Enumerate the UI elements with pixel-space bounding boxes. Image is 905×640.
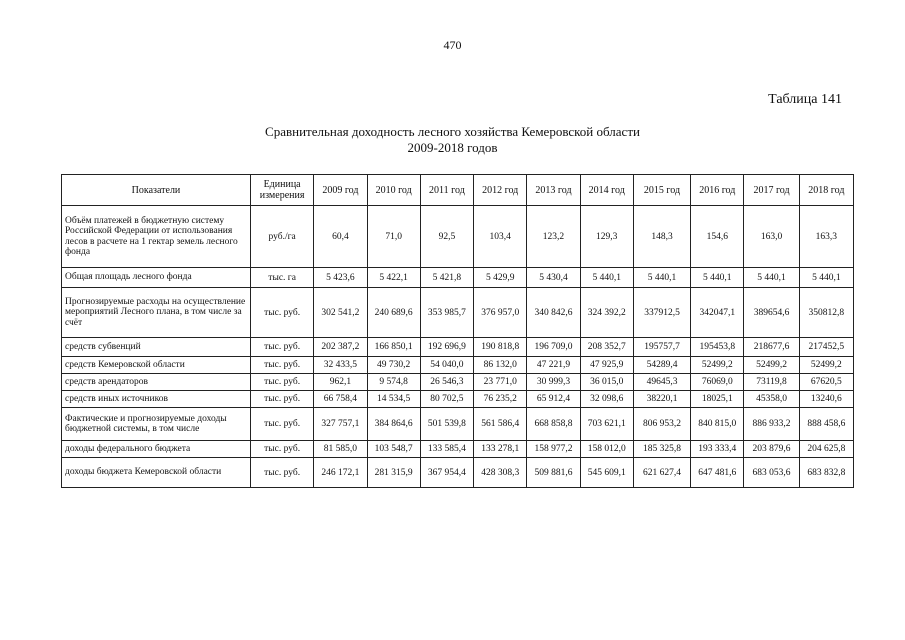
- row-value: 683 053,6: [744, 458, 799, 488]
- row-value: 5 440,1: [580, 268, 633, 288]
- row-value: 92,5: [420, 206, 473, 268]
- table-row: [62, 288, 854, 338]
- row-value: 193 333,4: [691, 441, 744, 458]
- row-value: 38220,1: [633, 391, 690, 408]
- row-value: 384 864,6: [367, 408, 420, 441]
- title-line-1: Сравнительная доходность лесного хозяйства Кемеровской области: [265, 124, 640, 139]
- row-indicator: Общая площадь лесного фонда: [62, 268, 251, 288]
- row-value: 54 040,0: [420, 357, 473, 374]
- row-value: 103,4: [474, 206, 527, 268]
- row-value: 23 771,0: [474, 374, 527, 391]
- row-value: 281 315,9: [367, 458, 420, 488]
- table-row: [62, 408, 854, 441]
- row-unit: тыс. руб.: [250, 391, 313, 408]
- row-value: 240 689,6: [367, 288, 420, 338]
- table-row: [62, 268, 854, 288]
- row-value: 888 458,6: [799, 408, 853, 441]
- row-value: 324 392,2: [580, 288, 633, 338]
- row-value: 886 933,2: [744, 408, 799, 441]
- header-row: [62, 175, 854, 206]
- header-year: 2012 год: [474, 175, 527, 206]
- table-label: Таблица 141: [768, 92, 842, 107]
- row-value: 66 758,4: [314, 391, 367, 408]
- row-value: 208 352,7: [580, 338, 633, 357]
- row-value: 621 627,4: [633, 458, 690, 488]
- row-value: 353 985,7: [420, 288, 473, 338]
- row-value: 52499,2: [744, 357, 799, 374]
- row-value: 5 440,1: [744, 268, 799, 288]
- table-row: [62, 374, 854, 391]
- header-year: 2015 год: [633, 175, 690, 206]
- row-value: 80 702,5: [420, 391, 473, 408]
- row-value: 302 541,2: [314, 288, 367, 338]
- row-value: 30 999,3: [527, 374, 580, 391]
- row-value: 509 881,6: [527, 458, 580, 488]
- table-row: [62, 458, 854, 488]
- row-value: 52499,2: [799, 357, 853, 374]
- row-value: 561 586,4: [474, 408, 527, 441]
- row-value: 5 421,8: [420, 268, 473, 288]
- row-value: 73119,8: [744, 374, 799, 391]
- row-value: 60,4: [314, 206, 367, 268]
- row-value: 65 912,4: [527, 391, 580, 408]
- row-value: 32 433,5: [314, 357, 367, 374]
- row-value: 376 957,0: [474, 288, 527, 338]
- row-indicator: доходы федерального бюджета: [62, 441, 251, 458]
- row-value: 49 730,2: [367, 357, 420, 374]
- row-value: 14 534,5: [367, 391, 420, 408]
- row-value: 342047,1: [691, 288, 744, 338]
- row-value: 18025,1: [691, 391, 744, 408]
- row-unit: тыс. руб.: [250, 357, 313, 374]
- row-value: 185 325,8: [633, 441, 690, 458]
- row-value: 545 609,1: [580, 458, 633, 488]
- row-value: 389654,6: [744, 288, 799, 338]
- row-unit: тыс. га: [250, 268, 313, 288]
- row-value: 123,2: [527, 206, 580, 268]
- table-row: [62, 206, 854, 268]
- row-unit: тыс. руб.: [250, 441, 313, 458]
- row-value: 5 440,1: [691, 268, 744, 288]
- row-indicator: Прогнозируемые расходы на осуществление мероприятий Лесного плана, в том числе за счёт: [62, 288, 251, 338]
- row-value: 327 757,1: [314, 408, 367, 441]
- row-value: 192 696,9: [420, 338, 473, 357]
- row-value: 840 815,0: [691, 408, 744, 441]
- row-value: 5 440,1: [799, 268, 853, 288]
- row-value: 367 954,4: [420, 458, 473, 488]
- row-unit: руб./га: [250, 206, 313, 268]
- row-value: 129,3: [580, 206, 633, 268]
- table-title: [0, 124, 905, 156]
- row-indicator: средств иных источников: [62, 391, 251, 408]
- row-value: 154,6: [691, 206, 744, 268]
- table-row: [62, 357, 854, 374]
- row-value: 47 221,9: [527, 357, 580, 374]
- header-year: 2013 год: [527, 175, 580, 206]
- row-value: 217452,5: [799, 338, 853, 357]
- row-value: 337912,5: [633, 288, 690, 338]
- row-indicator: средств субвенций: [62, 338, 251, 357]
- row-value: 195453,8: [691, 338, 744, 357]
- row-value: 202 387,2: [314, 338, 367, 357]
- row-indicator: доходы бюджета Кемеровской области: [62, 458, 251, 488]
- header-indicator: Показатели: [62, 175, 251, 206]
- row-unit: тыс. руб.: [250, 408, 313, 441]
- row-value: 54289,4: [633, 357, 690, 374]
- row-value: 5 422,1: [367, 268, 420, 288]
- row-value: 703 621,1: [580, 408, 633, 441]
- title-line-2: 2009-2018 годов: [407, 140, 498, 155]
- row-value: 501 539,8: [420, 408, 473, 441]
- row-value: 962,1: [314, 374, 367, 391]
- row-value: 5 440,1: [633, 268, 690, 288]
- row-value: 196 709,0: [527, 338, 580, 357]
- row-value: 203 879,6: [744, 441, 799, 458]
- row-value: 49645,3: [633, 374, 690, 391]
- revenue-table: [61, 174, 854, 488]
- row-value: 52499,2: [691, 357, 744, 374]
- header-year: 2016 год: [691, 175, 744, 206]
- row-value: 9 574,8: [367, 374, 420, 391]
- row-unit: тыс. руб.: [250, 288, 313, 338]
- row-indicator: средств Кемеровской области: [62, 357, 251, 374]
- row-indicator: средств арендаторов: [62, 374, 251, 391]
- row-value: 218677,6: [744, 338, 799, 357]
- row-value: 133 585,4: [420, 441, 473, 458]
- row-value: 647 481,6: [691, 458, 744, 488]
- row-value: 36 015,0: [580, 374, 633, 391]
- row-unit: тыс. руб.: [250, 338, 313, 357]
- header-year: 2009 год: [314, 175, 367, 206]
- row-value: 103 548,7: [367, 441, 420, 458]
- header-year: 2010 год: [367, 175, 420, 206]
- row-value: 71,0: [367, 206, 420, 268]
- row-value: 76 235,2: [474, 391, 527, 408]
- row-value: 148,3: [633, 206, 690, 268]
- header-year: 2011 год: [420, 175, 473, 206]
- row-value: 5 423,6: [314, 268, 367, 288]
- row-value: 806 953,2: [633, 408, 690, 441]
- header-unit: Единица измерения: [250, 175, 313, 206]
- row-value: 5 429,9: [474, 268, 527, 288]
- row-value: 340 842,6: [527, 288, 580, 338]
- row-value: 163,0: [744, 206, 799, 268]
- header-year: 2018 год: [799, 175, 853, 206]
- row-value: 67620,5: [799, 374, 853, 391]
- row-value: 204 625,8: [799, 441, 853, 458]
- row-indicator: Объём платежей в бюджетную систему Российской Федерации от использования лесов в расчете на 1 гектар земель лесного фонда: [62, 206, 251, 268]
- row-value: 668 858,8: [527, 408, 580, 441]
- table-body: [62, 206, 854, 488]
- row-value: 26 546,3: [420, 374, 473, 391]
- row-unit: тыс. руб.: [250, 374, 313, 391]
- row-value: 158 977,2: [527, 441, 580, 458]
- row-value: 350812,8: [799, 288, 853, 338]
- header-year: 2014 год: [580, 175, 633, 206]
- row-unit: тыс. руб.: [250, 458, 313, 488]
- row-value: 163,3: [799, 206, 853, 268]
- row-value: 133 278,1: [474, 441, 527, 458]
- row-value: 5 430,4: [527, 268, 580, 288]
- row-value: 166 850,1: [367, 338, 420, 357]
- row-value: 190 818,8: [474, 338, 527, 357]
- row-value: 13240,6: [799, 391, 853, 408]
- row-indicator: Фактические и прогнозируемые доходы бюджетной системы, в том числе: [62, 408, 251, 441]
- page-number: 470: [443, 38, 462, 52]
- row-value: 683 832,8: [799, 458, 853, 488]
- row-value: 32 098,6: [580, 391, 633, 408]
- row-value: 81 585,0: [314, 441, 367, 458]
- header-year: 2017 год: [744, 175, 799, 206]
- row-value: 246 172,1: [314, 458, 367, 488]
- table-row: [62, 391, 854, 408]
- table-row: [62, 441, 854, 458]
- row-value: 86 132,0: [474, 357, 527, 374]
- table-row: [62, 338, 854, 357]
- row-value: 428 308,3: [474, 458, 527, 488]
- row-value: 76069,0: [691, 374, 744, 391]
- row-value: 45358,0: [744, 391, 799, 408]
- row-value: 158 012,0: [580, 441, 633, 458]
- row-value: 195757,7: [633, 338, 690, 357]
- row-value: 47 925,9: [580, 357, 633, 374]
